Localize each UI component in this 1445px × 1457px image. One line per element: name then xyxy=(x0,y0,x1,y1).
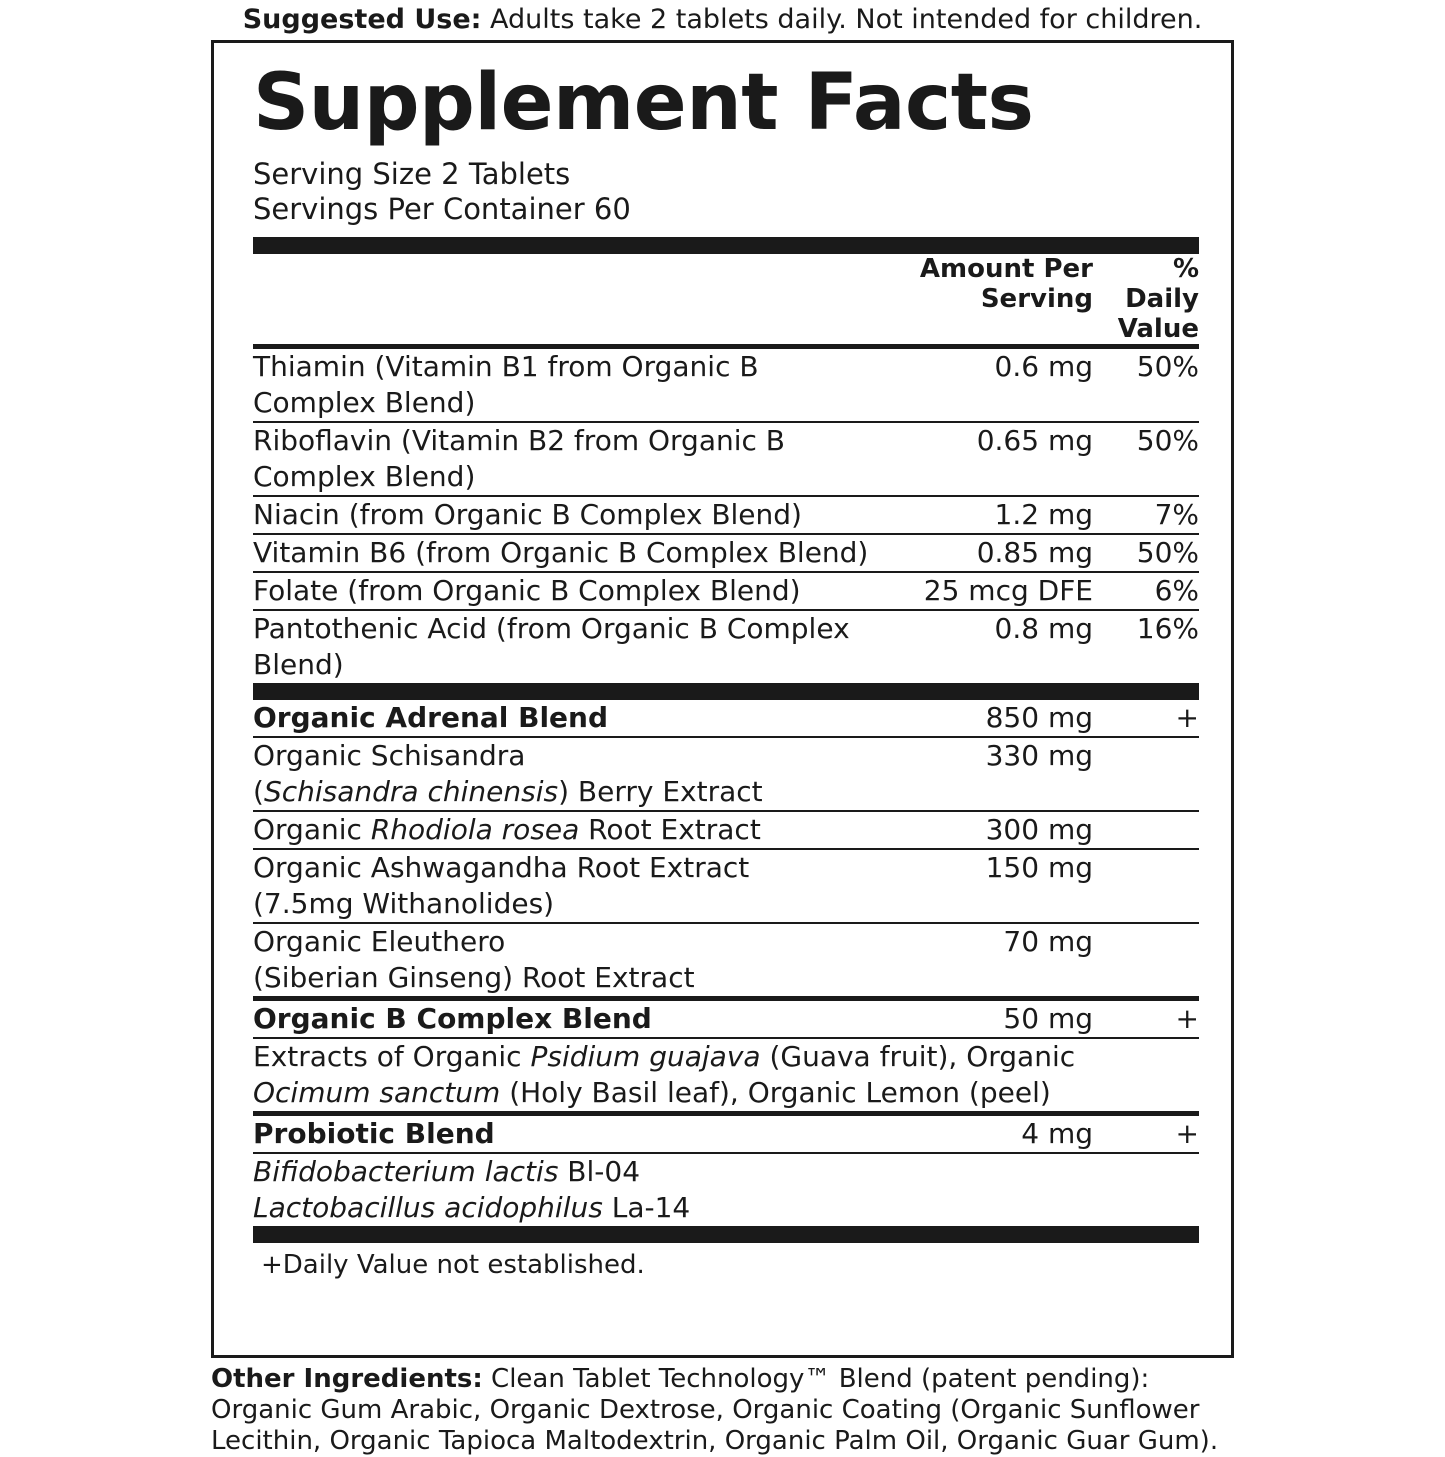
nutrient-name: Folate (from Organic B Complex Blend) xyxy=(253,574,801,607)
strain-code-1: Bl-04 xyxy=(558,1155,641,1188)
nutrient-amount: 0.6 mg xyxy=(994,350,1093,383)
ingredient-schisandra xyxy=(253,738,883,810)
table-row xyxy=(253,611,1199,683)
nutrient-amount: 0.65 mg xyxy=(976,424,1093,457)
ingredient-amount: 300 mg xyxy=(985,813,1093,846)
header-amount-line2: Serving xyxy=(980,284,1093,314)
bcomplex-desc-a: Extracts of Organic xyxy=(253,1040,531,1073)
supplement-facts-panel xyxy=(211,40,1234,1358)
ingredient-latin: Rhodiola rosea xyxy=(370,813,580,846)
table-header-row xyxy=(253,254,1199,344)
ingredient-text: Organic xyxy=(253,813,371,846)
facts-table xyxy=(253,254,1199,1243)
blend-amount-probiotic: 4 mg xyxy=(1021,1117,1093,1150)
ingredient-dv xyxy=(1093,738,1199,810)
nutrient-dv: 16% xyxy=(1136,612,1199,645)
divider-thick-top xyxy=(253,237,1199,254)
serving-size: Serving Size 2 Tablets xyxy=(253,157,571,191)
table-row xyxy=(253,349,1199,421)
strain-code-2: La-14 xyxy=(602,1191,691,1224)
header-daily-value xyxy=(1093,254,1199,344)
nutrient-dv: 50% xyxy=(1136,536,1199,569)
ingredient-text-2: Root Extract xyxy=(579,813,761,846)
bcomplex-description xyxy=(253,1039,1199,1111)
suggested-use-text: Adults take 2 tablets daily. Not intended for children. xyxy=(481,4,1203,35)
bcomplex-latin-1: Psidium guajava xyxy=(530,1040,761,1073)
panel-inner xyxy=(253,55,1199,1281)
ingredient-text: Organic Eleuthero (Siberian Ginseng) Root Extract xyxy=(253,925,695,994)
table-row xyxy=(253,497,1199,533)
nutrient-name: Vitamin B6 (from Organic B Complex Blend) xyxy=(253,536,869,569)
table-row xyxy=(253,924,1199,996)
table-row xyxy=(253,850,1199,922)
ingredient-text: Organic Schisandra ( xyxy=(253,739,526,808)
ingredient-rhodiola xyxy=(253,812,883,848)
bcomplex-desc-c: (Holy Basil leaf), Organic Lemon (peel) xyxy=(500,1076,1051,1109)
page-title: Supplement Facts xyxy=(253,58,1034,148)
blend-amount-bcomplex: 50 mg xyxy=(1003,1002,1093,1035)
table-row xyxy=(253,573,1199,609)
ingredient-ashwagandha xyxy=(253,850,883,922)
table-row xyxy=(253,812,1199,848)
divider-row xyxy=(253,683,1199,700)
nutrient-dv: 6% xyxy=(1154,574,1199,607)
ingredient-dv xyxy=(1093,850,1199,922)
nutrient-amount: 25 mcg DFE xyxy=(923,574,1093,607)
bcomplex-latin-2: Ocimum sanctum xyxy=(253,1076,501,1109)
nutrient-name: Thiamin (Vitamin B1 from Organic B Complex Blend) xyxy=(253,350,759,419)
blend-name-adrenal: Organic Adrenal Blend xyxy=(253,701,609,734)
ingredient-dv xyxy=(1093,812,1199,848)
table-row xyxy=(253,700,1199,736)
header-blank xyxy=(253,254,883,344)
blend-dv-bcomplex: + xyxy=(1175,1002,1199,1035)
blend-dv-adrenal: + xyxy=(1175,701,1199,734)
daily-value-footnote: +Daily Value not established. xyxy=(261,1250,645,1280)
nutrient-name: Niacin (from Organic B Complex Blend) xyxy=(253,498,802,531)
ingredient-amount: 150 mg xyxy=(985,851,1093,884)
strain-latin-2: Lactobacillus acidophilus xyxy=(253,1191,603,1224)
table-row xyxy=(253,535,1199,571)
nutrient-name: Riboflavin (Vitamin B2 from Organic B Complex Blend) xyxy=(253,424,786,493)
ingredient-dv xyxy=(1093,924,1199,996)
ingredient-amount: 330 mg xyxy=(985,739,1093,772)
table-row xyxy=(253,738,1199,810)
suggested-use-label: Suggested Use: xyxy=(242,4,482,35)
probiotic-strains xyxy=(253,1154,1199,1226)
nutrient-amount: 0.8 mg xyxy=(994,612,1093,645)
nutrient-dv: 50% xyxy=(1136,350,1199,383)
other-ingredients-line3: Lecithin, Organic Tapioca Maltodextrin, Organic Palm Oil, Organic Guar Gum). xyxy=(211,1426,1219,1456)
strain-latin-1: Bifidobacterium lactis xyxy=(253,1155,559,1188)
other-ingredients-label: Other Ingredients: xyxy=(211,1364,483,1394)
table-row xyxy=(253,423,1199,495)
table-row xyxy=(253,1116,1199,1152)
blend-name-bcomplex: Organic B Complex Blend xyxy=(253,1002,652,1035)
header-amount-line1: Amount Per xyxy=(919,254,1093,284)
blend-name-probiotic: Probiotic Blend xyxy=(253,1117,495,1150)
nutrient-dv: 50% xyxy=(1136,424,1199,457)
ingredient-amount: 70 mg xyxy=(1003,925,1093,958)
blend-dv-probiotic: + xyxy=(1175,1117,1199,1150)
table-row xyxy=(253,1001,1199,1037)
suggested-use-line xyxy=(0,0,1445,37)
nutrient-amount: 0.85 mg xyxy=(976,536,1093,569)
header-dv-line2: Value xyxy=(1117,314,1199,344)
other-ingredients xyxy=(211,1364,1251,1457)
blend-amount-adrenal: 850 mg xyxy=(985,701,1093,734)
divider-row xyxy=(253,1226,1199,1243)
ingredient-text-2: ) Berry Extract xyxy=(558,775,763,808)
table-row xyxy=(253,1154,1199,1226)
table-row xyxy=(253,1039,1199,1111)
other-ingredients-line1: Clean Tablet Technology™ Blend (patent pending): xyxy=(482,1364,1150,1394)
bcomplex-desc-b: (Guava fruit), Organic xyxy=(760,1040,1076,1073)
nutrient-name: Pantothenic Acid (from Organic B Complex Blend) xyxy=(253,612,850,681)
ingredient-eleuthero xyxy=(253,924,883,996)
ingredient-text: Organic Ashwagandha Root Extract (7.5mg Withanolides) xyxy=(253,851,750,920)
other-ingredients-line2: Organic Gum Arabic, Organic Dextrose, Organic Coating (Organic Sunflower xyxy=(211,1395,1200,1425)
nutrient-dv: 7% xyxy=(1154,498,1199,531)
servings-per-container: Servings Per Container 60 xyxy=(253,192,631,226)
header-dv-line1: % Daily xyxy=(1125,254,1199,314)
nutrient-amount: 1.2 mg xyxy=(994,498,1093,531)
header-amount-per-serving xyxy=(883,254,1093,344)
ingredient-latin: Schisandra chinensis xyxy=(263,775,559,808)
